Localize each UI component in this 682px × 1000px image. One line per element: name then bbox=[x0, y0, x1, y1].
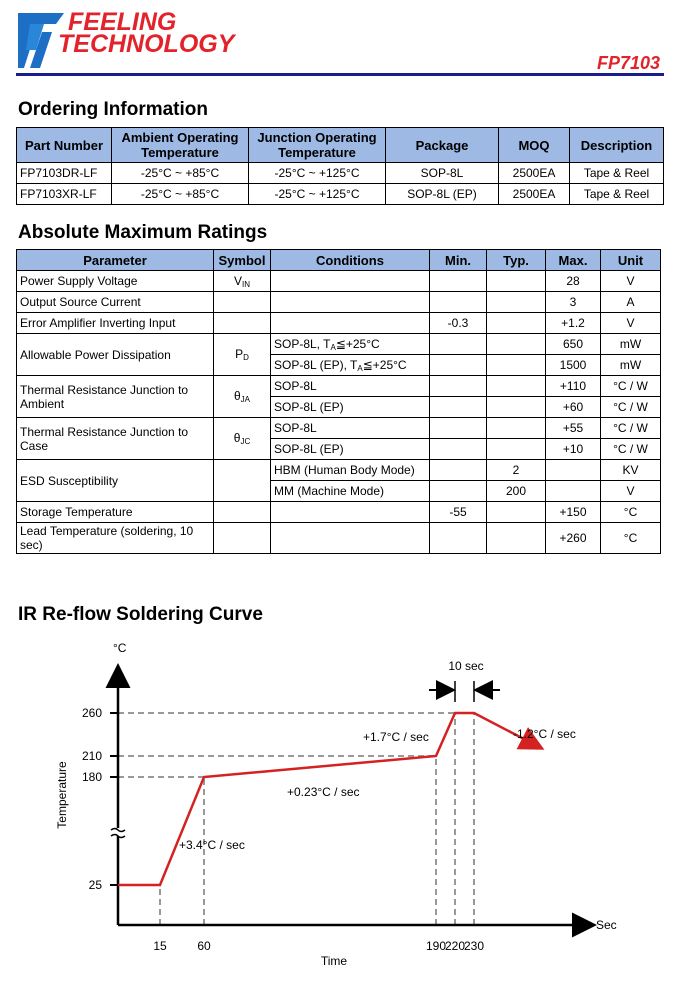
x-tick-label: 220 bbox=[444, 939, 466, 953]
unit-cell: °C bbox=[601, 502, 661, 523]
table-row bbox=[17, 502, 661, 523]
logo-line-1: FEELING bbox=[68, 8, 177, 36]
ordering-table bbox=[16, 127, 664, 205]
unit-cell: °C / W bbox=[601, 397, 661, 418]
ratings-header-row bbox=[17, 250, 661, 271]
max-cell: +110 bbox=[546, 376, 601, 397]
reflow-curve bbox=[118, 713, 540, 885]
table-row bbox=[17, 376, 661, 397]
condition-cell: SOP-8L, $T_A≦+25^\circ C$ bbox=[271, 334, 430, 355]
table-cell: FP7103XR-LF bbox=[17, 184, 112, 205]
ratings-title: Absolute Maximum Ratings bbox=[18, 222, 268, 243]
max-cell: 1500 bbox=[546, 355, 601, 376]
max-cell: +10 bbox=[546, 439, 601, 460]
cool-label: -1.2°C / sec bbox=[513, 727, 576, 741]
max-cell: +55 bbox=[546, 418, 601, 439]
ramp2-label: +1.7°C / sec bbox=[363, 730, 429, 744]
col-header: Parameter bbox=[17, 250, 214, 271]
symbol-cell: $\theta_{JC}$ bbox=[214, 418, 271, 460]
table-cell: SOP-8L (EP) bbox=[386, 184, 499, 205]
table-cell: FP7103DR-LF bbox=[17, 163, 112, 184]
table-cell: SOP-8L bbox=[386, 163, 499, 184]
guide-lines bbox=[118, 713, 474, 925]
min-cell: -0.3 bbox=[430, 313, 487, 334]
table-row bbox=[17, 418, 661, 439]
condition-cell: MM (Machine Mode) bbox=[271, 481, 430, 502]
axis-break-icon bbox=[110, 828, 126, 838]
x-tick-label: 15 bbox=[153, 939, 167, 953]
unit-cell: °C / W bbox=[601, 439, 661, 460]
table-row bbox=[17, 184, 664, 205]
x-tick-label: 230 bbox=[463, 939, 485, 953]
max-cell: +1.2 bbox=[546, 313, 601, 334]
y-unit-label: °C bbox=[113, 641, 127, 655]
table-cell: -25°C ~ +85°C bbox=[112, 163, 249, 184]
unit-cell: V bbox=[601, 481, 661, 502]
reflow-chart bbox=[0, 630, 682, 1000]
max-cell: 650 bbox=[546, 334, 601, 355]
unit-cell: °C / W bbox=[601, 376, 661, 397]
condition-cell: SOP-8L (EP) bbox=[271, 439, 430, 460]
x-tick-label: 190 bbox=[425, 939, 447, 953]
col-header: Package bbox=[386, 128, 499, 163]
condition-cell: SOP-8L bbox=[271, 376, 430, 397]
unit-cell: °C bbox=[601, 523, 661, 554]
param-cell: ESD Susceptibility bbox=[17, 460, 214, 502]
table-cell: -25°C ~ +125°C bbox=[249, 163, 386, 184]
typ-cell: 200 bbox=[487, 481, 546, 502]
col-header: Ambient Operating Temperature bbox=[112, 128, 249, 163]
y-tick-label: 260 bbox=[81, 706, 102, 720]
min-cell: -55 bbox=[430, 502, 487, 523]
condition-cell: SOP-8L bbox=[271, 418, 430, 439]
typ-cell: 2 bbox=[487, 460, 546, 481]
max-cell: 3 bbox=[546, 292, 601, 313]
col-header: Conditions bbox=[271, 250, 430, 271]
condition-cell: HBM (Human Body Mode) bbox=[271, 460, 430, 481]
col-header: Junction Operating Temperature bbox=[249, 128, 386, 163]
symbol-cell: $V_{IN}$ bbox=[214, 271, 271, 292]
x-unit-label: Sec bbox=[596, 918, 617, 932]
table-row bbox=[17, 313, 661, 334]
ordering-title: Ordering Information bbox=[18, 99, 208, 120]
symbol-cell: $\theta_{JA}$ bbox=[214, 376, 271, 418]
param-cell: Allowable Power Dissipation bbox=[17, 334, 214, 376]
param-cell: Output Source Current bbox=[17, 292, 214, 313]
soak-label: +0.23°C / sec bbox=[287, 785, 360, 799]
col-header: Unit bbox=[601, 250, 661, 271]
part-number-header: FP7103 bbox=[596, 53, 660, 73]
symbol-cell: $P_D$ bbox=[214, 334, 271, 376]
ordering-header-row bbox=[17, 128, 664, 163]
table-cell: -25°C ~ +85°C bbox=[112, 184, 249, 205]
col-header: Part Number bbox=[17, 128, 112, 163]
param-cell: Thermal Resistance Junction to Ambient bbox=[17, 376, 214, 418]
unit-cell: mW bbox=[601, 355, 661, 376]
max-cell: 28 bbox=[546, 271, 601, 292]
header-rule bbox=[16, 73, 664, 76]
table-cell: Tape & Reel bbox=[570, 184, 664, 205]
peak-duration-label: 10 sec bbox=[448, 659, 484, 673]
y-axis-label: Temperature bbox=[55, 761, 69, 829]
param-cell: Lead Temperature (soldering, 10 sec) bbox=[17, 523, 214, 554]
table-row bbox=[17, 271, 661, 292]
param-cell: Error Amplifier Inverting Input bbox=[17, 313, 214, 334]
col-header: Description bbox=[570, 128, 664, 163]
table-cell: 2500EA bbox=[499, 184, 570, 205]
col-header: Symbol bbox=[214, 250, 271, 271]
table-cell: 2500EA bbox=[499, 163, 570, 184]
x-axis-label: Time bbox=[320, 954, 348, 968]
table-row bbox=[17, 334, 661, 355]
ramp1-label: +3.4°C / sec bbox=[179, 838, 245, 852]
table-row bbox=[17, 292, 661, 313]
unit-cell: A bbox=[601, 292, 661, 313]
table-row bbox=[17, 460, 661, 481]
ratings-table bbox=[16, 249, 661, 554]
col-header: Max. bbox=[546, 250, 601, 271]
table-row bbox=[17, 163, 664, 184]
param-cell: Storage Temperature bbox=[17, 502, 214, 523]
unit-cell: KV bbox=[601, 460, 661, 481]
max-cell: +60 bbox=[546, 397, 601, 418]
unit-cell: V bbox=[601, 313, 661, 334]
table-row bbox=[17, 523, 661, 554]
param-cell: Thermal Resistance Junction to Case bbox=[17, 418, 214, 460]
unit-cell: °C / W bbox=[601, 418, 661, 439]
col-header: Min. bbox=[430, 250, 487, 271]
logo-line-2: TECHNOLOGY bbox=[58, 30, 235, 58]
table-cell: -25°C ~ +125°C bbox=[249, 184, 386, 205]
unit-cell: V bbox=[601, 271, 661, 292]
table-cell: Tape & Reel bbox=[570, 163, 664, 184]
condition-cell: SOP-8L (EP) bbox=[271, 397, 430, 418]
company-logo bbox=[16, 10, 246, 70]
col-header: MOQ bbox=[499, 128, 570, 163]
reflow-title: IR Re-flow Soldering Curve bbox=[18, 604, 263, 625]
y-tick-label: 210 bbox=[81, 749, 102, 763]
max-cell: +260 bbox=[546, 523, 601, 554]
max-cell: +150 bbox=[546, 502, 601, 523]
y-tick-label: 25 bbox=[88, 878, 102, 892]
col-header: Typ. bbox=[487, 250, 546, 271]
y-tick-label: 180 bbox=[81, 770, 102, 784]
param-cell: Power Supply Voltage bbox=[17, 271, 214, 292]
condition-cell: SOP-8L (EP), $T_A≦+25^\circ C$ bbox=[271, 355, 430, 376]
x-tick-label: 60 bbox=[197, 939, 211, 953]
unit-cell: mW bbox=[601, 334, 661, 355]
